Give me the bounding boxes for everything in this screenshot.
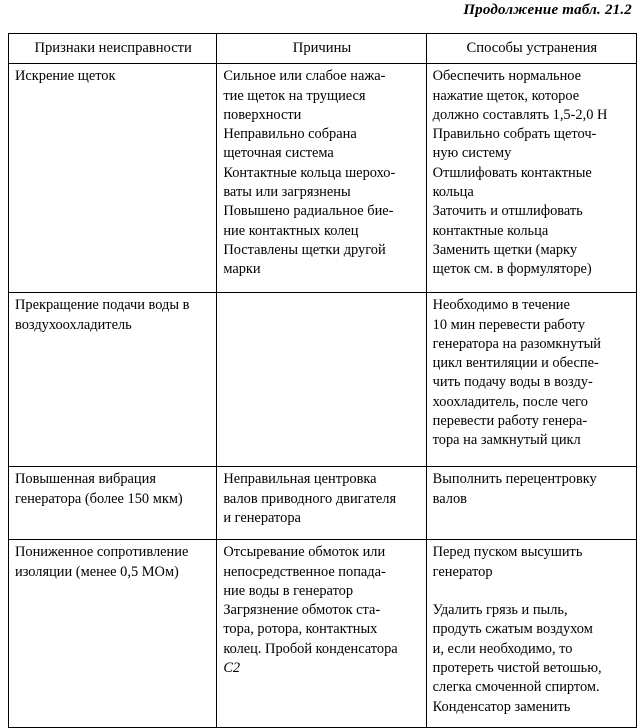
cell-text-line: тора, ротора, контактных bbox=[223, 621, 378, 638]
cell-text-line: Загрязнение обмоток ста- bbox=[223, 602, 381, 619]
table-row bbox=[9, 64, 637, 293]
cell-causes bbox=[217, 293, 426, 467]
fault-troubleshooting-table bbox=[8, 33, 637, 728]
cell-text-line: поверхности bbox=[223, 106, 302, 123]
cell-text-line: марки bbox=[223, 261, 261, 278]
cell-text-line: Поставлены щетки другой bbox=[223, 241, 386, 258]
cell-text-line: кольца bbox=[432, 184, 474, 201]
cell-text-line: Заменить щетки (марку bbox=[432, 241, 578, 258]
cell-causes bbox=[217, 64, 426, 293]
cell-text-line: перевести работу генера- bbox=[432, 413, 588, 430]
cell-text-line: Необходимо в течение bbox=[432, 297, 570, 314]
cell-text-line: ние воды в генератор bbox=[223, 582, 354, 599]
cell-causes bbox=[217, 540, 426, 728]
table-continuation-label: Продолжение табл. 21.2 bbox=[463, 2, 632, 18]
cell-text-line: тора на замкнутый цикл bbox=[432, 432, 581, 449]
cell-text-line: непосредственное попада- bbox=[223, 563, 386, 580]
cell-text-line: генератора на разомкнутый bbox=[432, 335, 601, 352]
cell-text-line: должно составлять 1,5-2,0 Н bbox=[432, 106, 608, 123]
cell-fault bbox=[9, 467, 217, 540]
cell-remedies bbox=[426, 540, 636, 728]
cell-text-line: ние контактных колец bbox=[223, 222, 359, 239]
cell-remedies bbox=[426, 293, 636, 467]
cell-text-line: Удалить грязь и пыль, bbox=[432, 602, 568, 619]
table-body bbox=[9, 64, 637, 728]
cell-text-line: ваты или загрязнены bbox=[223, 184, 351, 201]
cell-text-line: щеточная система bbox=[223, 145, 334, 162]
cell-text-line: генератор bbox=[432, 563, 493, 580]
cell-text-line: 10 мин перевести работу bbox=[432, 316, 586, 333]
column-header-fault: Признаки неисправности bbox=[9, 34, 217, 64]
cell-fault bbox=[9, 540, 217, 728]
cell-fault bbox=[9, 64, 217, 293]
cell-text-line: хоохладитель, после чего bbox=[432, 393, 588, 410]
cell-text-line: Отсыревание обмоток или bbox=[223, 544, 386, 561]
cell-text-line: валов приводного двигателя bbox=[223, 490, 397, 507]
cell-text-line: нажатие щеток, которое bbox=[432, 87, 580, 104]
cell-text-line: Отшлифовать контактные bbox=[432, 164, 592, 181]
cell-text-line: Обеспечить нормальное bbox=[432, 68, 582, 85]
cell-text-line: генератора (более 150 мкм) bbox=[15, 490, 183, 507]
cell-fault bbox=[9, 293, 217, 467]
cell-text-line: воздухоохладитель bbox=[15, 316, 132, 333]
cell-remedies bbox=[426, 64, 636, 293]
table-row bbox=[9, 293, 637, 467]
cell-remedies bbox=[426, 467, 636, 540]
cell-text-line: продуть сжатым воздухом bbox=[432, 621, 593, 638]
cell-text-line: Выполнить перецентровку bbox=[432, 471, 597, 488]
table-row bbox=[9, 467, 637, 540]
cell-text-line: чить подачу воды в возду- bbox=[432, 374, 593, 391]
cell-text-line: Искрение щеток bbox=[15, 68, 116, 85]
cell-causes bbox=[217, 467, 426, 540]
cell-text-line: Правильно собрать щеточ- bbox=[432, 126, 597, 143]
cell-text-line: C2 bbox=[223, 660, 241, 677]
cell-text-line: ную систему bbox=[432, 145, 512, 162]
cell-text-line: контактные кольца bbox=[432, 222, 549, 239]
column-header-remedies: Способы устранения bbox=[426, 34, 636, 64]
cell-text-line: Неправильно собрана bbox=[223, 126, 357, 143]
cell-text-line: валов bbox=[432, 490, 467, 507]
cell-text-line: Конденсатор заменить bbox=[432, 698, 571, 715]
cell-text-line: и генератора bbox=[223, 509, 301, 526]
cell-text-line: Сильное или слабое нажа- bbox=[223, 68, 386, 85]
table-row bbox=[9, 540, 637, 728]
cell-text-line: колец. Пробой конденсатора bbox=[223, 640, 398, 657]
cell-text-line: щеток см. в формуляторе) bbox=[432, 261, 592, 278]
cell-text-line: Повышенная вибрация bbox=[15, 471, 156, 488]
cell-text-line: Контактные кольца шерохо- bbox=[223, 164, 396, 181]
table-header-row bbox=[9, 34, 637, 64]
cell-text-line: Прекращение подачи воды в bbox=[15, 297, 190, 314]
column-header-causes: Причины bbox=[217, 34, 426, 64]
cell-text-line: и, если необходимо, то bbox=[432, 640, 573, 657]
cell-text-line: протереть чистой ветошью, bbox=[432, 660, 602, 677]
cell-text-line: Перед пуском высушить bbox=[432, 544, 583, 561]
cell-text-line: Заточить и отшлифовать bbox=[432, 203, 583, 220]
cell-text-line: Неправильная центровка bbox=[223, 471, 377, 488]
cell-text-line: тие щеток на трущиеся bbox=[223, 87, 366, 104]
cell-text-line: слегка смоченной спиртом. bbox=[432, 679, 600, 696]
cell-text-line: цикл вентиляции и обеспе- bbox=[432, 355, 599, 372]
cell-text-line: Повышено радиальное бие- bbox=[223, 203, 394, 220]
cell-text-line: изоляции (менее 0,5 МОм) bbox=[15, 563, 179, 580]
cell-text-line bbox=[433, 582, 631, 601]
cell-text-line: Пониженное сопротивление bbox=[15, 544, 189, 561]
